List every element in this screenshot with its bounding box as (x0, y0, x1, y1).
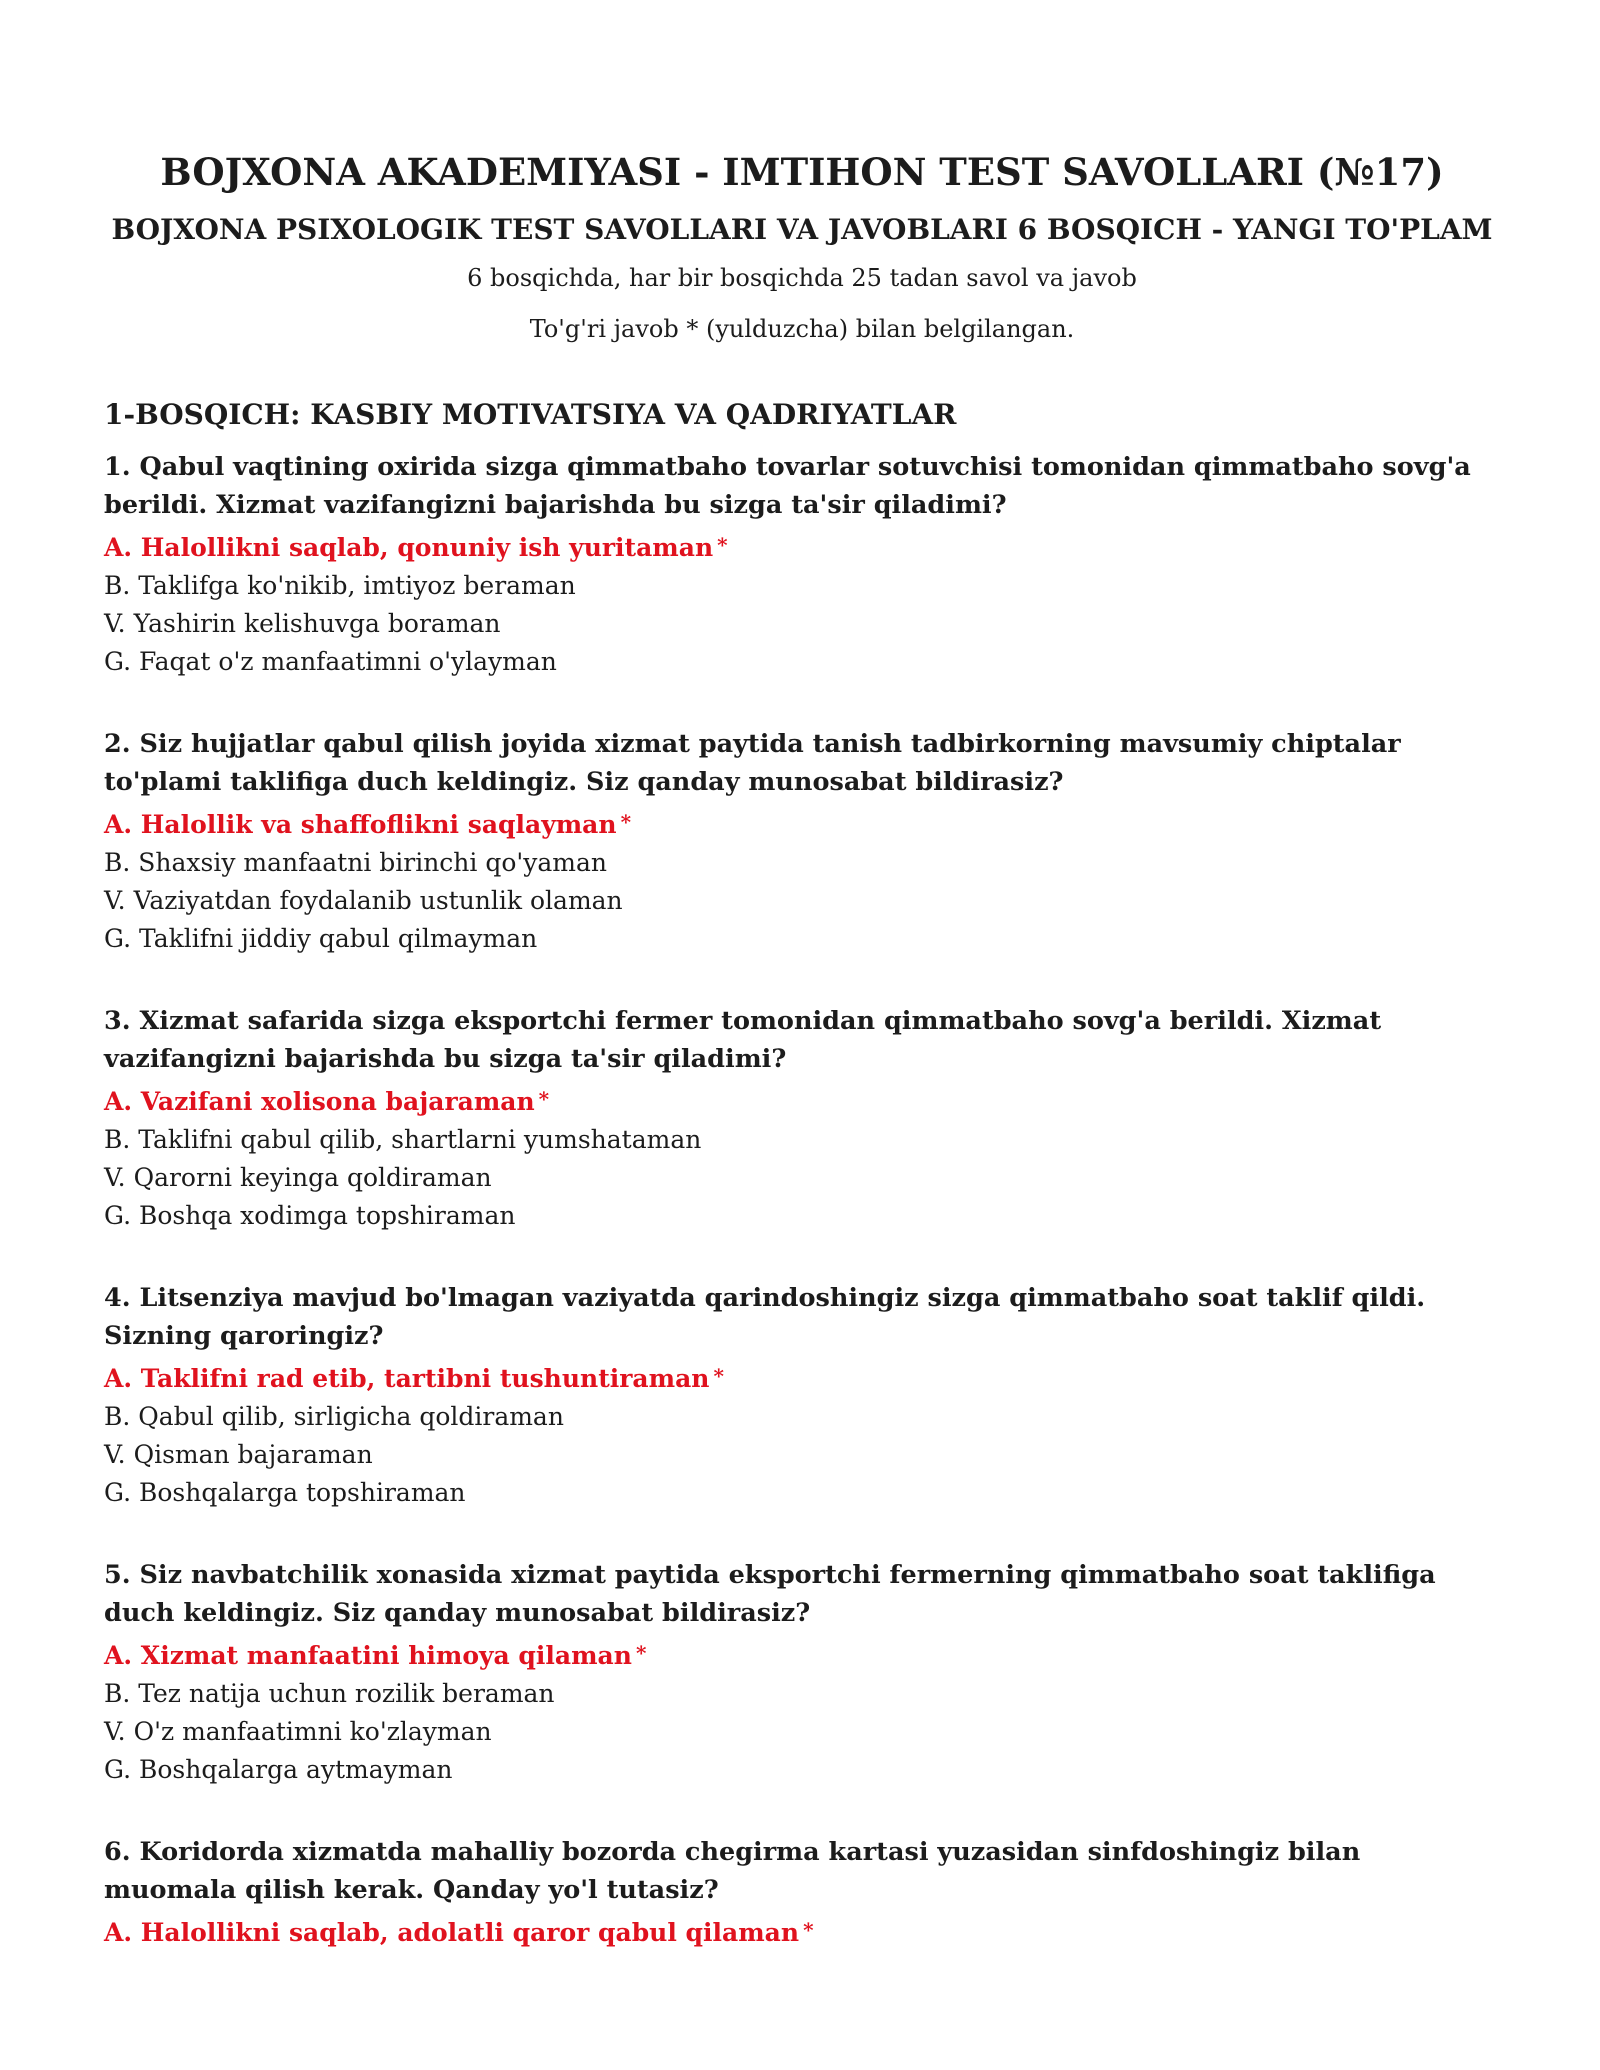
correct-marker: * (803, 1917, 814, 1942)
answer-option: G. Taklifni jiddiy qabul qilmayman (104, 923, 538, 953)
info-line-stages: 6 bosqichda, har bir bosqichda 25 tadan savol va javob (467, 263, 1137, 292)
option-text: A. Halollikni saqlab, adolatli qaror qabul qilaman (104, 1917, 800, 1947)
answer-option: B. Tez natija uchun rozilik beraman (104, 1678, 555, 1708)
info-line-marker: To'g'ri javob * (yulduzcha) bilan belgilangan. (529, 315, 1075, 344)
question-text: 4. Litsenziya mavjud bo'lmagan vaziyatda qarindoshingiz sizga qimmatbaho soat taklif qildi. Sizning qaroringiz? (104, 1282, 1426, 1351)
question-text: 5. Siz navbatchilik xonasida xizmat paytida eksportchi fermerning qimmatbaho soat taklifiga duch keldingiz. Siz qanday munosabat bildirasiz? (104, 1559, 1436, 1628)
question-text: 3. Xizmat safarida sizga eksportchi fermer tomonidan qimmatbaho sovg'a berildi. Xizmat vazifangizni bajarishda bu sizga ta'sir qiladimi? (104, 1005, 1382, 1074)
answer-option: V. Qisman bajaraman (104, 1439, 373, 1469)
answer-option: V. O'z manfaatimni ko'zlayman (104, 1716, 492, 1746)
question-block (104, 1279, 1500, 1512)
correct-answer-option (104, 803, 1500, 844)
question-block (104, 1833, 1500, 1952)
answer-option: B. Taklifga ko'nikib, imtiyoz beraman (104, 570, 576, 600)
correct-marker: * (635, 1640, 647, 1665)
question-block (104, 448, 1500, 681)
answer-option: V. Yashirin kelishuvga boraman (104, 608, 501, 638)
correct-marker: * (538, 1086, 550, 1111)
answer-option: G. Boshqa xodimga topshiraman (104, 1200, 516, 1230)
correct-marker: * (713, 1363, 724, 1388)
question-text: 6. Koridorda xizmatda mahalliy bozorda chegirma kartasi yuzasidan sinfdoshingiz bilan muomala qilish kerak. Qanday yo'l tutasiz? (104, 1836, 1361, 1905)
question-text: 2. Siz hujjatlar qabul qilish joyida xizmat paytida tanish tadbirkorning mavsumiy chiptalar to'plami taklifiga duch keldingiz. Siz qanday munosabat bildirasiz? (104, 728, 1401, 797)
correct-answer-option (104, 526, 1500, 567)
option-text: A. Taklifni rad etib, tartibni tushuntiraman (104, 1363, 710, 1393)
option-text: A. Xizmat manfaatini himoya qilaman (104, 1640, 632, 1670)
question-block (104, 1002, 1500, 1235)
document-subtitle: BOJXONA PSIXOLOGIK TEST SAVOLLARI VA JAVOBLARI 6 BOSQICH - YANGI TO'PLAM (111, 213, 1493, 247)
correct-answer-option (104, 1357, 1500, 1398)
answer-option: G. Faqat o'z manfaatimni o'ylayman (104, 646, 557, 676)
question-block (104, 725, 1500, 958)
answer-option: G. Boshqalarga aytmayman (104, 1754, 453, 1784)
document-title: BOJXONA AKADEMIYASI - IMTIHON TEST SAVOLLARI (№17) (160, 150, 1444, 194)
answer-option: V. Qarorni keyinga qoldiraman (104, 1162, 492, 1192)
correct-marker: * (620, 809, 632, 834)
correct-answer-option (104, 1634, 1500, 1675)
answer-option: B. Qabul qilib, sirligicha qoldiraman (104, 1401, 564, 1431)
answer-option: B. Taklifni qabul qilib, shartlarni yumshataman (104, 1124, 702, 1154)
correct-answer-option (104, 1080, 1500, 1121)
correct-marker: * (717, 532, 728, 557)
option-text: A. Halollikni saqlab, qonuniy ish yuritaman (104, 532, 714, 562)
answer-option: B. Shaxsiy manfaatni birinchi qo'yaman (104, 847, 608, 877)
question-text: 1. Qabul vaqtining oxirida sizga qimmatbaho tovarlar sotuvchisi tomonidan qimmatbaho sovg'a berildi. Xizmat vazifangizni bajarishda bu sizga ta'sir qiladimi? (104, 451, 1471, 520)
answer-option: V. Vaziyatdan foydalanib ustunlik olaman (104, 885, 623, 915)
section-title: 1-BOSQICH: KASBIY MOTIVATSIYA VA QADRIYATLAR (104, 398, 957, 432)
correct-answer-option (104, 1911, 1500, 1952)
option-text: A. Vazifani xolisona bajaraman (104, 1086, 535, 1116)
answer-option: G. Boshqalarga topshiraman (104, 1477, 466, 1507)
option-text: A. Halollik va shaffoflikni saqlayman (104, 809, 617, 839)
question-block (104, 1556, 1500, 1789)
